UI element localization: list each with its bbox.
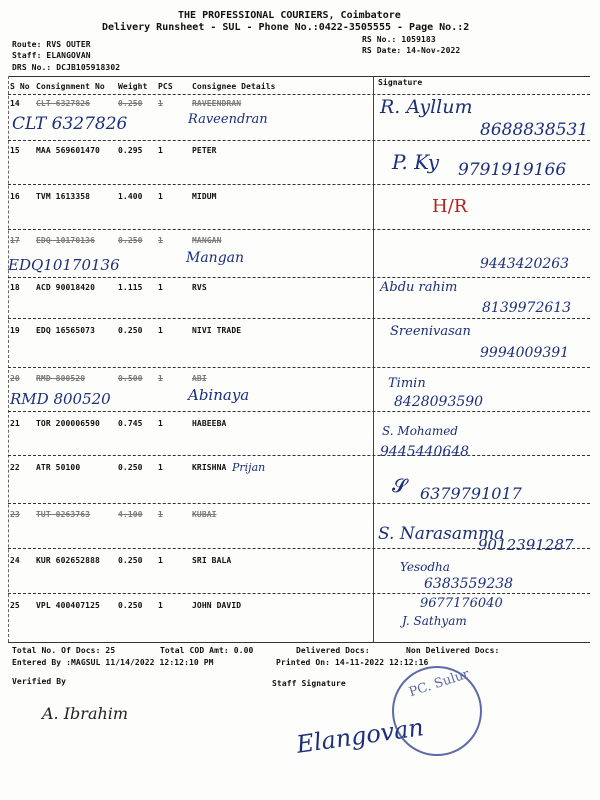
handwritten-phone: 9445440648 (380, 444, 470, 460)
row-consignment: ATR 50100 (36, 463, 81, 472)
row-consignee: MANGAN (192, 236, 222, 245)
drs-number: DRS No.: DCJB105918302 (12, 63, 121, 72)
row-divider (8, 229, 590, 230)
handwritten-consignment: RMD 800520 (10, 390, 111, 408)
row-divider (8, 455, 590, 456)
row-consignment: VPL 400407125 (36, 601, 100, 610)
col-consignment: Consignment No (36, 82, 105, 91)
handwritten-phone: 6379791017 (420, 484, 522, 503)
staff-signature: Elangovan (294, 713, 426, 759)
row-weight: 0.250 (118, 326, 143, 335)
table-header-row (10, 82, 375, 94)
row-divider (8, 277, 590, 278)
handwritten-phone: 9791919166 (458, 160, 567, 180)
row-sno: 16 (10, 192, 20, 201)
handwritten-signature: Yesodha (400, 560, 450, 574)
row-consignment: EDQ 10170136 (36, 236, 95, 245)
row-divider (8, 503, 590, 504)
table-row (10, 146, 375, 158)
total-docs: Total No. Of Docs: 25 (12, 646, 116, 655)
table-row (10, 99, 375, 111)
verified-by-signature: A. Ibrahim (42, 704, 129, 723)
row-consignment: CLT 6327826 (36, 99, 91, 108)
handwritten-phone: 8688838531 (480, 120, 589, 140)
row-sno: 21 (10, 419, 20, 428)
handwritten-signature-scribble: 𝓢 (392, 475, 407, 497)
row-sno: 20 (10, 374, 20, 383)
row-pcs: 1 (158, 236, 163, 245)
rs-date: RS Date: 14-Nov-2022 (362, 46, 461, 55)
printed-on: Printed On: 14-11-2022 12:12:16 (276, 658, 429, 667)
row-consignment: MAA 569601470 (36, 146, 100, 155)
handwritten-consignment: CLT 6327826 (12, 114, 128, 134)
row-pcs: 1 (158, 326, 163, 335)
table-left-border (8, 76, 9, 642)
row-pcs: 1 (158, 419, 163, 428)
handwritten-signature: P. Ky (392, 150, 440, 174)
handwritten-signature: R. Ayllum (380, 96, 473, 118)
row-weight: 4.100 (118, 510, 143, 519)
row-consignment: RMD 800520 (36, 374, 86, 383)
handwritten-signature: Sreenivasan (390, 324, 471, 339)
row-consignment: KUR 602652888 (36, 556, 100, 565)
row-consignee: KRISHNA (192, 463, 227, 472)
row-divider (8, 140, 590, 141)
row-sno: 25 (10, 601, 20, 610)
row-consignee: MIDUM (192, 192, 217, 201)
row-sno: 15 (10, 146, 20, 155)
staff-signature-label: Staff Signature (272, 679, 346, 688)
table-row (10, 326, 375, 338)
table-top-border (8, 76, 590, 77)
rs-number: RS No.: 1059183 (362, 35, 436, 44)
row-sno: 23 (10, 510, 20, 519)
handwritten-phone: 8428093590 (394, 394, 484, 410)
row-sno: 24 (10, 556, 20, 565)
row-consignee: SRI BALA (192, 556, 232, 565)
col-pcs: PCS (158, 82, 173, 91)
table-header-divider (8, 94, 590, 95)
row-divider (8, 593, 590, 594)
row-pcs: 1 (158, 374, 163, 383)
handwritten-signature: S. Narasamma (378, 524, 505, 544)
row-consignment: TVM 1613358 (36, 192, 91, 201)
route-label: Route: RVS OUTER (12, 40, 91, 49)
row-weight: 0.250 (118, 556, 143, 565)
handwritten-name: Raveendran (188, 112, 268, 127)
row-weight: 0.250 (118, 99, 143, 108)
row-consignee: RAVEENDRAN (192, 99, 242, 108)
handwritten-phone: 9443420263 (480, 256, 570, 272)
handwritten-signature: S. Mohamed (382, 424, 458, 438)
handwritten-phone: 8139972613 (482, 300, 572, 316)
col-sno: S No (10, 82, 30, 91)
row-consignment: ACD 90018420 (36, 283, 95, 292)
table-row (10, 283, 375, 295)
row-sno: 18 (10, 283, 20, 292)
row-consignee: ABI (192, 374, 207, 383)
row-divider (8, 184, 590, 185)
handwritten-note: H/R (432, 196, 468, 217)
row-pcs: 1 (158, 463, 163, 472)
row-weight: 0.250 (118, 236, 143, 245)
row-weight: 0.250 (118, 463, 143, 472)
row-consignee: JOHN DAVID (192, 601, 242, 610)
row-consignee: HABEEBA (192, 419, 227, 428)
col-signature: Signature (378, 78, 423, 87)
row-consignee: PETER (192, 146, 217, 155)
table-row (10, 463, 375, 475)
total-cod-amount: Total COD Amt: 0.00 (160, 646, 254, 655)
row-divider (8, 411, 590, 412)
table-row (10, 419, 375, 431)
row-consignee: RVS (192, 283, 207, 292)
row-pcs: 1 (158, 146, 163, 155)
staff-label: Staff: ELANGOVAN (12, 51, 91, 60)
delivered-docs: Delivered Docs: (296, 646, 370, 655)
non-delivered-docs: Non Delivered Docs: (406, 646, 500, 655)
handwritten-signature: Mangan (186, 250, 245, 266)
row-divider (8, 318, 590, 319)
table-row (10, 556, 375, 568)
office-stamp (392, 666, 482, 756)
row-divider (8, 367, 590, 368)
row-weight: 0.745 (118, 419, 143, 428)
row-pcs: 1 (158, 99, 163, 108)
handwritten-phone: 9677176040 (420, 596, 503, 611)
row-consignment: TUT 0263763 (36, 510, 91, 519)
handwritten-phone: 9994009391 (480, 345, 570, 361)
table-row (10, 510, 375, 522)
row-pcs: 1 (158, 556, 163, 565)
row-sno: 19 (10, 326, 20, 335)
table-bottom-border (8, 642, 590, 643)
entered-by: Entered By :MAGSUL 11/14/2022 12:12:10 PM (12, 658, 214, 667)
row-sno: 14 (10, 99, 20, 108)
row-sno: 22 (10, 463, 20, 472)
table-row (10, 374, 375, 386)
handwritten-signature: Timin (388, 376, 426, 391)
row-consignee: KUBAI (192, 510, 217, 519)
company-title: THE PROFESSIONAL COURIERS, Coimbatore (178, 10, 401, 21)
row-pcs: 1 (158, 510, 163, 519)
handwritten-consignment: EDQ10170136 (8, 256, 120, 274)
row-weight: 0.500 (118, 374, 143, 383)
row-consignment: EDQ 16565073 (36, 326, 95, 335)
col-weight: Weight (118, 82, 148, 91)
stamp-text: PC. Sulur (407, 666, 472, 701)
handwritten-signature: Abdu rahim (380, 280, 458, 295)
table-row (10, 192, 375, 204)
row-pcs: 1 (158, 283, 163, 292)
col-consignee: Consignee Details (192, 82, 276, 91)
verified-by-label: Verified By (12, 677, 67, 686)
row-pcs: 1 (158, 601, 163, 610)
row-weight: 0.295 (118, 146, 143, 155)
handwritten-phone: 6383559238 (424, 576, 514, 592)
row-consignment: TOR 200006590 (36, 419, 100, 428)
table-row (10, 236, 375, 248)
row-consignee: NIVI TRADE (192, 326, 242, 335)
handwritten-phone: 9012391287 (478, 536, 574, 554)
table-row (10, 601, 375, 613)
handwritten-name: Abinaya (188, 386, 250, 404)
row-weight: 1.115 (118, 283, 143, 292)
row-sno: 17 (10, 236, 20, 245)
row-weight: 1.400 (118, 192, 143, 201)
row-weight: 0.250 (118, 601, 143, 610)
runsheet-subtitle: Delivery Runsheet - SUL - Phone No.:0422-3505555 - Page No.:2 (102, 22, 470, 33)
handwritten-name: Prijan (232, 461, 266, 474)
row-pcs: 1 (158, 192, 163, 201)
handwritten-signature: J. Sathyam (402, 614, 467, 628)
